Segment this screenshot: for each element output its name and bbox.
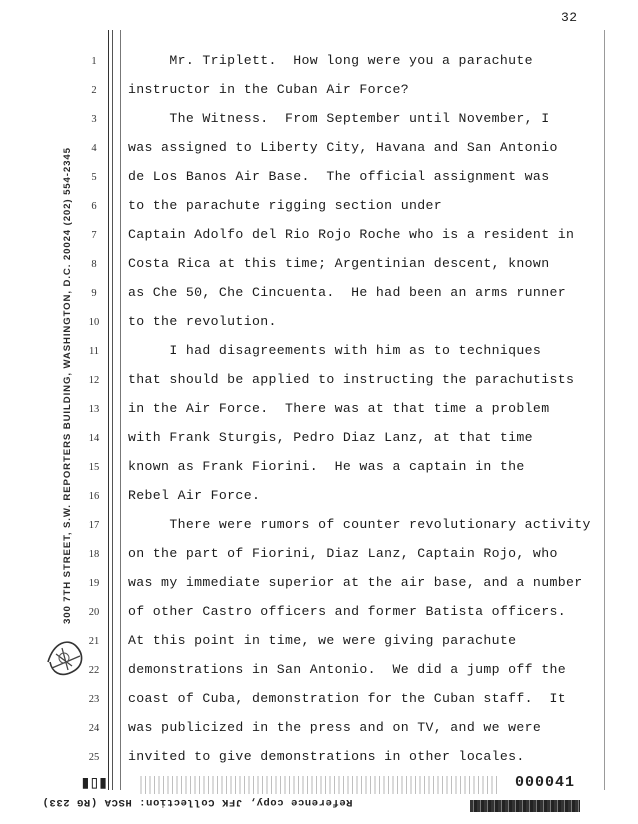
handwritten-seal-mark <box>42 632 90 680</box>
transcript-line: The Witness. From September until November, I <box>128 111 550 126</box>
transcript-line: coast of Cuba, demonstration for the Cuban staff. It <box>128 691 566 706</box>
line-number: 21 <box>88 636 100 647</box>
transcript-line: Costa Rica at this time; Argentinian descent, known <box>128 256 550 271</box>
line-number: 10 <box>88 317 100 328</box>
line-number: 1 <box>91 56 97 67</box>
transcript-line: known as Frank Fiorini. He was a captain in the <box>128 459 525 474</box>
collection-stamp: Reference copy, JFK Collection: HSCA (RG 233) <box>42 796 353 808</box>
transcript-line: There were rumors of counter revolutionary activity <box>128 517 591 532</box>
right-margin-rule <box>604 30 605 790</box>
document-id: 000041 <box>515 774 576 791</box>
left-margin-rule-text <box>120 30 121 790</box>
transcript-line: Mr. Triplett. How long were you a parachute <box>128 53 533 68</box>
line-number: 15 <box>88 462 100 473</box>
line-number: 19 <box>88 578 100 589</box>
transcript-line: Captain Adolfo del Rio Rojo Roche who is a resident in <box>128 227 575 242</box>
line-number: 23 <box>88 694 100 705</box>
transcript-line: I had disagreements with him as to techniques <box>128 343 542 358</box>
transcript-line: was publicized in the press and on TV, and we were <box>128 720 542 735</box>
line-number: 7 <box>91 230 97 241</box>
transcript-line: At this point in time, we were giving parachute <box>128 633 517 648</box>
reporter-address: 300 7TH STREET, S.W. REPORTERS BUILDING, WASHINGTON, D.C. 20024 (202) 554-2345 <box>62 147 73 624</box>
line-number: 22 <box>88 665 100 676</box>
scan-noise <box>140 776 500 794</box>
transcript-line: was my immediate superior at the air base, and a number <box>128 575 583 590</box>
transcript-line: Rebel Air Force. <box>128 488 261 503</box>
transcript-line: instructor in the Cuban Air Force? <box>128 82 409 97</box>
line-number: 11 <box>88 346 100 357</box>
line-number: 3 <box>91 114 97 125</box>
line-number: 6 <box>91 201 97 212</box>
line-number: 14 <box>88 433 100 444</box>
transcript-line: of other Castro officers and former Batista officers. <box>128 604 566 619</box>
left-margin-rule <box>108 30 109 790</box>
line-number: 4 <box>91 143 97 154</box>
line-number: 17 <box>88 520 100 531</box>
transcript-line: that should be applied to instructing the parachutists <box>128 372 575 387</box>
transcript-line: on the part of Fiorini, Diaz Lanz, Captain Rojo, who <box>128 546 558 561</box>
transcript-line: as Che 50, Che Cincuenta. He had been an arms runner <box>128 285 566 300</box>
transcript-line: to the revolution. <box>128 314 277 329</box>
line-number: 16 <box>88 491 100 502</box>
line-number: 24 <box>88 723 100 734</box>
transcript-line: invited to give demonstrations in other locales. <box>128 749 525 764</box>
line-number: 12 <box>88 375 100 386</box>
line-number: 25 <box>88 752 100 763</box>
transcript-line: was assigned to Liberty City, Havana and San Antonio <box>128 140 558 155</box>
scan-corner-mark: ▮▯▮ <box>80 774 107 794</box>
line-number: 2 <box>91 85 97 96</box>
page-number: 32 <box>561 10 578 25</box>
left-margin-rule-inner <box>112 30 113 790</box>
transcript-line: de Los Banos Air Base. The official assignment was <box>128 169 550 184</box>
line-number: 9 <box>91 288 97 299</box>
line-number: 20 <box>88 607 100 618</box>
line-number: 13 <box>88 404 100 415</box>
line-number: 5 <box>91 172 97 183</box>
transcript-line: to the parachute rigging section under <box>128 198 443 213</box>
transcript-line: demonstrations in San Antonio. We did a jump off the <box>128 662 566 677</box>
transcript-line: with Frank Sturgis, Pedro Diaz Lanz, at that time <box>128 430 533 445</box>
line-number: 18 <box>88 549 100 560</box>
transcript-line: in the Air Force. There was at that time a problem <box>128 401 550 416</box>
stamp-bar <box>470 800 580 812</box>
line-number: 8 <box>91 259 97 270</box>
